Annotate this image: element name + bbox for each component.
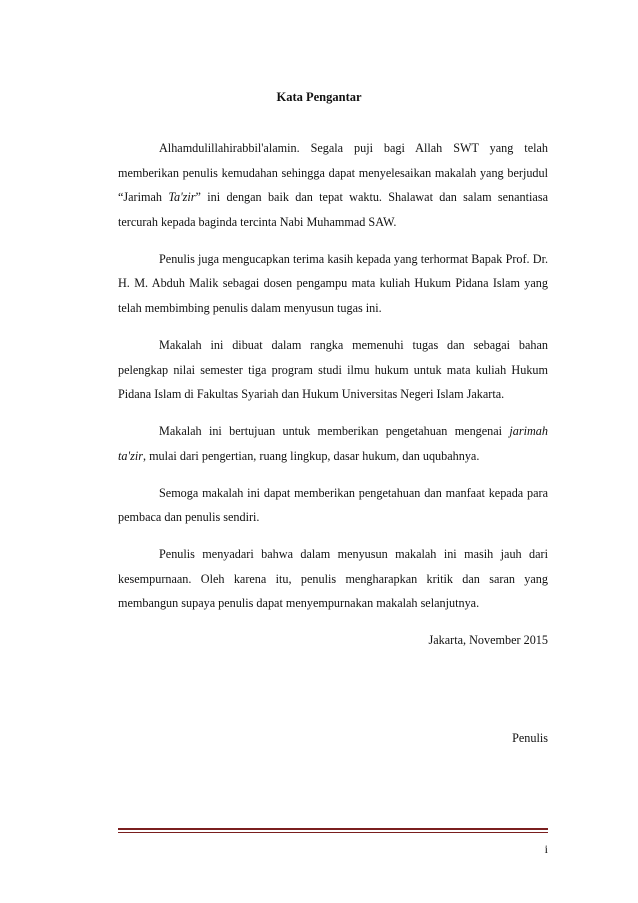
footer-rule-thin	[118, 832, 548, 833]
document-body	[118, 136, 548, 628]
page-number: i	[544, 842, 548, 856]
footer-rule-thick	[118, 828, 548, 830]
paragraph-opening-text-1: Alhamdulillahirabbil'alamin. Segala puji bagi Allah SWT yang telah memberikan penulis kemudahan sehingga dapat menyelesaikan makalah yang berjudul “Jarimah	[118, 141, 548, 205]
paragraph-hope: Semoga makalah ini dapat memberikan pengetahuan dan manfaat kepada para pembaca dan penulis sendiri.	[118, 485, 548, 525]
page-title: Kata Pengantar	[276, 90, 362, 104]
author-signature: Penulis	[512, 731, 548, 745]
paragraph-aim-italic: jarimah ta'zir	[118, 424, 548, 463]
paragraph-opening	[118, 136, 548, 234]
paragraph-aim	[118, 419, 548, 468]
paragraph-aim-text-1: Makalah ini bertujuan untuk memberikan pengetahuan mengenai	[159, 424, 510, 439]
place-date: Jakarta, November 2015	[428, 633, 548, 647]
paragraph-thanks: Penulis juga mengucapkan terima kasih kepada yang terhormat Bapak Prof. Dr. H. M. Abduh Malik sebagai dosen pengampu mata kuliah Hukum Pidana Islam yang telah membimbing penulis dalam menyusun tugas ini.	[118, 251, 548, 315]
paragraph-opening-text-2: ” ini dengan baik dan tepat waktu. Shalawat dan salam senantiasa tercurah kepada baginda tercinta Nabi Muhammad SAW.	[118, 190, 548, 229]
paragraph-aim-text-2: , mulai dari pengertian, ruang lingkup, dasar hukum, dan uqubahnya.	[142, 448, 480, 463]
paragraph-closing: Penulis menyadari bahwa dalam menyusun makalah ini masih jauh dari kesempurnaan. Oleh karena itu, penulis mengharapkan kritik dan saran yang membangun supaya penulis dapat menyempurnakan makalah selanjutnya.	[118, 547, 548, 611]
paragraph-purpose: Makalah ini dibuat dalam rangka memenuhi tugas dan sebagai bahan pelengkap nilai semester tiga program studi ilmu hukum untuk mata kuliah Hukum Pidana Islam di Fakultas Syariah dan Hukum Universitas Negeri Islam Jakarta.	[118, 337, 548, 402]
paragraph-opening-italic: Ta'zir	[168, 190, 196, 205]
